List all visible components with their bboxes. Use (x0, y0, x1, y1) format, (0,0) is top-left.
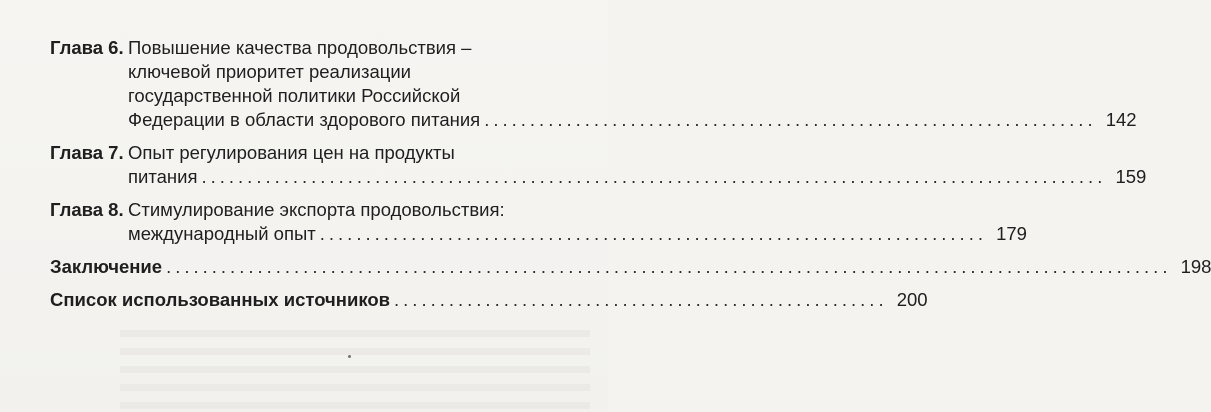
conclusion-title: Заключение (50, 256, 163, 277)
chapter-title-line: Повышение качества продовольствия – (128, 37, 472, 58)
chapter-title (128, 141, 1147, 189)
sources-title: Список использованных источников (50, 289, 391, 310)
chapter-title-line: государственной политики Российской (128, 85, 461, 106)
page-number: 198 (1180, 256, 1211, 277)
chapter-title-line: питания (128, 166, 198, 187)
chapter-title (128, 36, 1137, 132)
dot-leader: ...................................................... (394, 289, 888, 310)
bleed-through-texture (120, 330, 590, 410)
page-speck (348, 355, 351, 358)
sources-line (50, 288, 928, 312)
chapter-title-line: Федерации в области здорового питания (128, 109, 481, 130)
chapter-title-last-line (128, 165, 1147, 189)
toc-entry-sources[interactable] (50, 288, 928, 312)
chapter-title (128, 198, 1027, 246)
chapter-title-last-line (128, 108, 1137, 132)
dot-leader: ................................................................... (484, 109, 1097, 130)
dot-leader: .............................................................................................................. (166, 256, 1172, 277)
table-of-contents (50, 36, 1211, 321)
chapter-title-line: ключевой приоритет реализации (128, 61, 412, 82)
page-number: 179 (996, 223, 1027, 244)
conclusion-line (50, 255, 1211, 279)
chapter-title-line: международный опыт (128, 223, 316, 244)
toc-entry-chapter-7[interactable] (50, 141, 1147, 189)
toc-entry-conclusion[interactable] (50, 255, 1211, 279)
chapter-label: Глава 6. (50, 37, 124, 58)
chapter-title-last-line (128, 222, 1027, 246)
chapter-title-line: Стимулирование экспорта продовольствия: (128, 199, 505, 220)
page-number: 142 (1105, 109, 1137, 130)
dot-leader: ......................................................................... (319, 223, 987, 244)
toc-entry-chapter-6[interactable] (50, 36, 1137, 132)
chapter-label: Глава 7. (50, 142, 124, 163)
chapter-label: Глава 8. (50, 199, 124, 220)
toc-entry-chapter-8[interactable] (50, 198, 1027, 246)
page-number: 159 (1115, 166, 1147, 187)
dot-leader: ................................................................................................... (201, 166, 1107, 187)
page-number: 200 (896, 289, 928, 310)
chapter-title-line: Опыт регулирования цен на продукты (128, 142, 455, 163)
